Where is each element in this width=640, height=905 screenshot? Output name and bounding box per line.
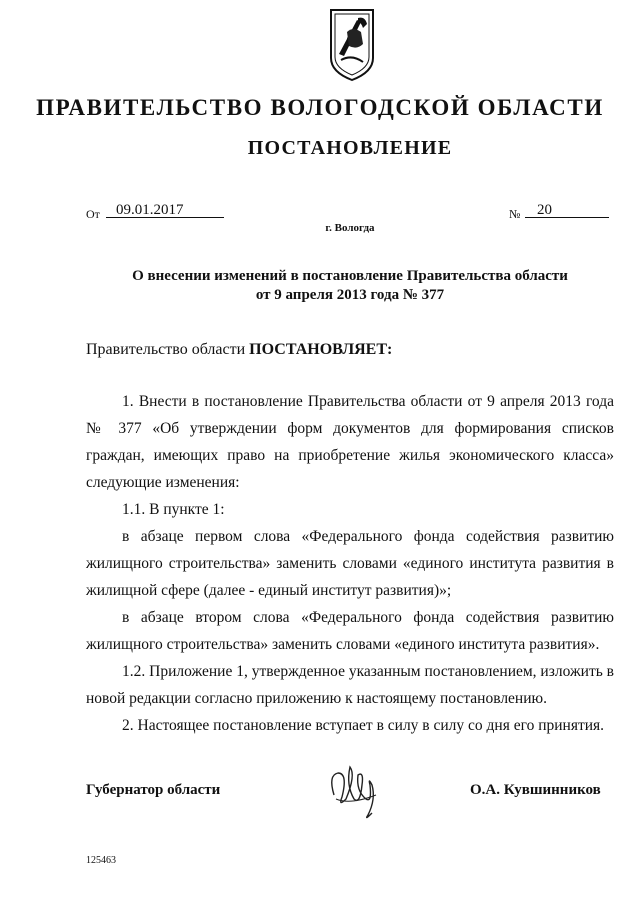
paragraph-1-1: 1.1. В пункте 1: [122, 501, 225, 518]
paragraph-1-1-a: в абзаце первом слова «Федерального фонда содействия развитию жилищного строительства» заменить словами «единого института развития в жилищной сфере (далее - единый институт развития)»; [86, 528, 614, 599]
coat-of-arms-icon [327, 6, 377, 84]
document-type: ПОСТАНОВЛЕНИЕ [247, 137, 453, 159]
document-code: 125463 [86, 855, 116, 866]
city-label: г. Вологда [325, 222, 375, 234]
intro-paragraph [86, 341, 392, 359]
intro-decree-word: ПОСТАНОВЛЯЕТ: [249, 341, 393, 358]
paragraph-1: 1. Внести в постановление Правительства области от 9 апреля 2013 года № 377 «Об утверждении форм документов для формирования списков граждан, имеющих право на приобретение жилья экономического класса» следующие изменения: [86, 393, 614, 491]
document-subject [0, 267, 640, 305]
date-label: От [86, 207, 100, 221]
signatory-name: О.А. Кувшинников [470, 782, 601, 798]
handwritten-signature-icon [326, 755, 384, 825]
document-date: 09.01.2017 [106, 204, 224, 218]
organization-title: ПРАВИТЕЛЬСТВО ВОЛОГОДСКОЙ ОБЛАСТИ [36, 95, 604, 120]
number-label: № [509, 207, 521, 221]
document-number: 20 [525, 204, 609, 218]
paragraph-1-1-b: в абзаце втором слова «Федерального фонда содействия развитию жилищного строительства» заменить словами «единого института развития». [86, 609, 614, 653]
paragraph-2: 2. Настоящее постановление вступает в силу в силу со дня его принятия. [122, 717, 605, 734]
intro-text: Правительство области [86, 341, 250, 358]
paragraph-1-2: 1.2. Приложение 1, утвержденное указанным постановлением, изложить в новой редакции согласно приложению к настоящему постановлению. [86, 663, 614, 707]
subject-line-1: О внесении изменений в постановление Правительства области [132, 268, 568, 284]
subject-line-2: от 9 апреля 2013 года № 377 [255, 287, 445, 303]
signatory-title: Губернатор области [86, 782, 221, 798]
